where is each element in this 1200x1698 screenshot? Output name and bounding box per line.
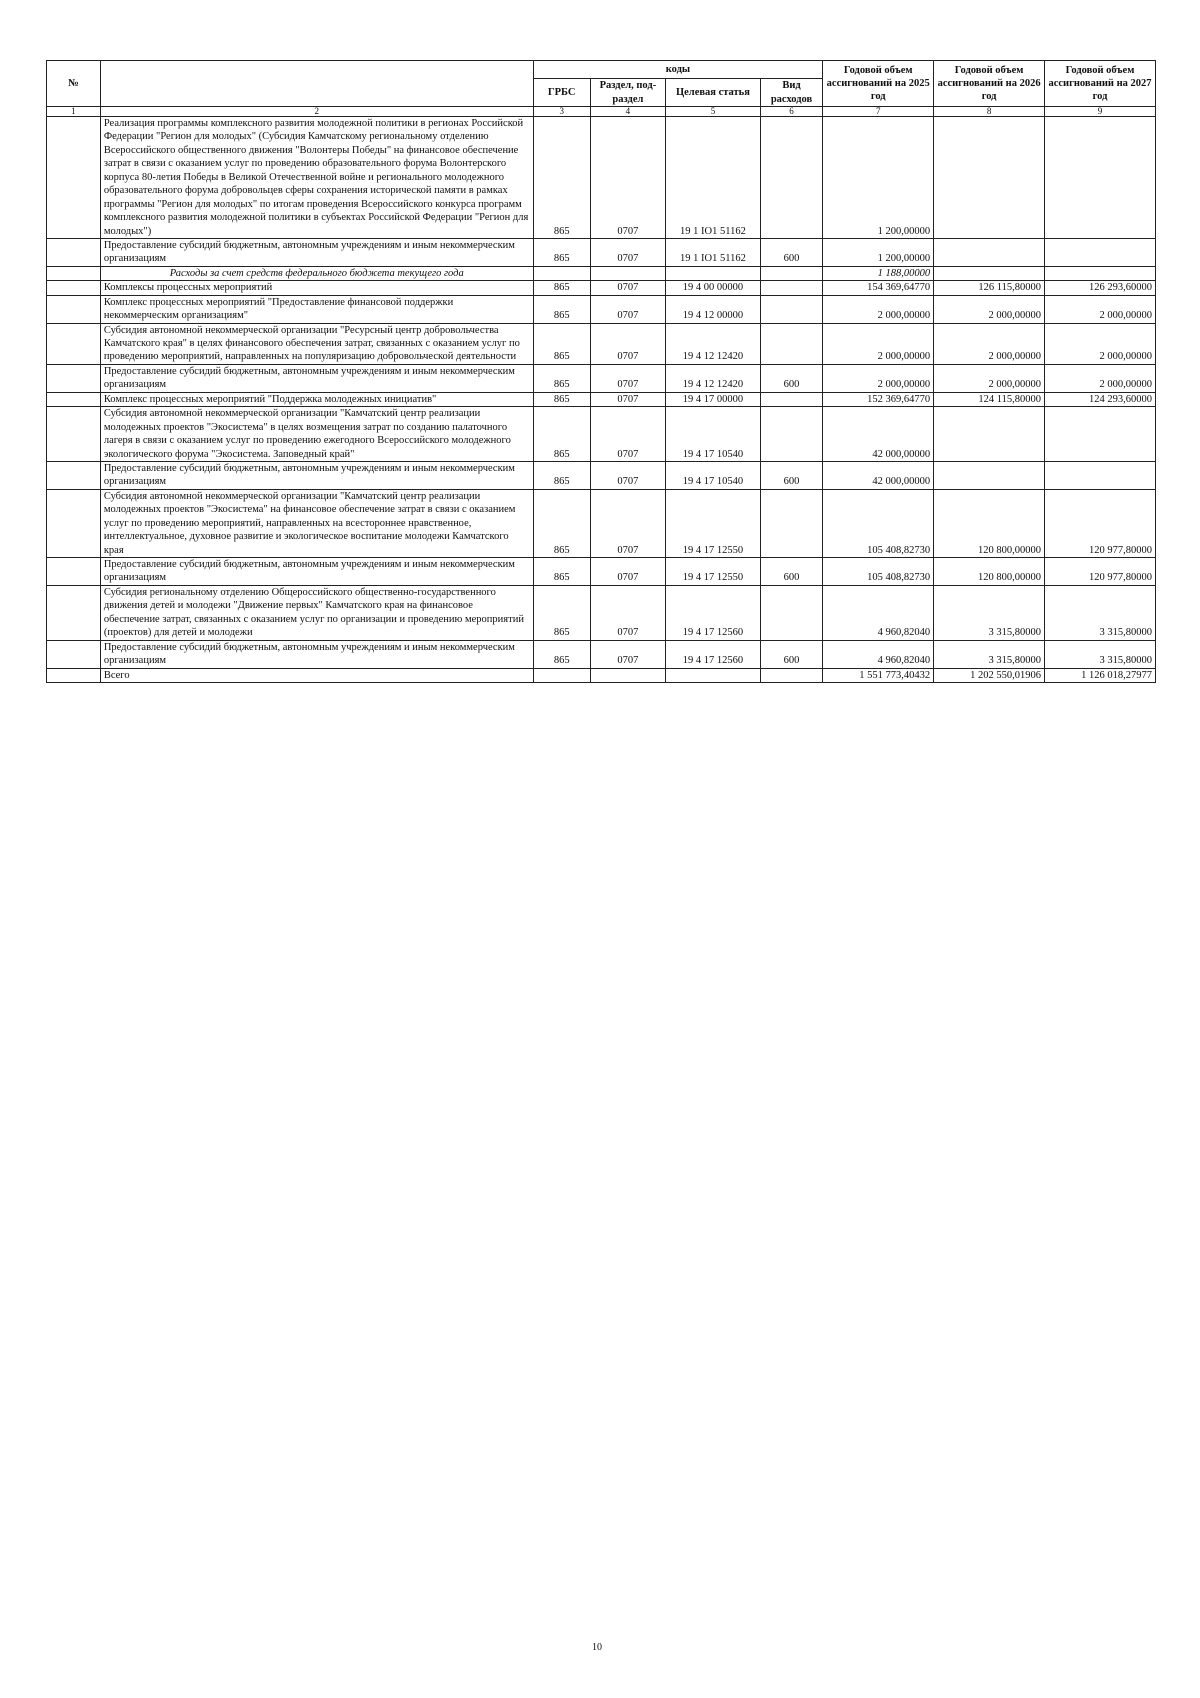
row-name-cell: Предоставление субсидий бюджетным, автономным учреждениям и иным некоммерческим организациям (100, 461, 533, 489)
row-target-cell: 19 4 17 10540 (666, 461, 761, 489)
row-section-cell: 0707 (590, 323, 665, 364)
header-year-2027: Годовой объем ассигнований на 2027 год (1045, 61, 1156, 107)
row-amount-2025-cell: 2 000,00000 (823, 364, 934, 392)
row-amount-2027-cell: 3 315,80000 (1045, 585, 1156, 640)
header-codes: коды (533, 61, 823, 79)
row-target-cell: 19 4 12 12420 (666, 364, 761, 392)
row-name-cell: Субсидия региональному отделению Общероссийского общественно-государственного движения детей и молодежи "Движение первых" Камчатского края на финансовое обеспечение затрат, связанных с оказанием услуг по организации и проведению мероприятий (проектов) для детей и молодежи (100, 585, 533, 640)
row-section-cell: 0707 (590, 281, 665, 295)
row-number-cell (47, 489, 101, 557)
row-grbs-cell: 865 (533, 364, 590, 392)
row-amount-2026-cell: 1 202 550,01906 (934, 668, 1045, 682)
row-target-cell: 19 4 17 12560 (666, 585, 761, 640)
table-row (47, 266, 1156, 280)
row-amount-2026-cell: 2 000,00000 (934, 364, 1045, 392)
row-name-cell: Предоставление субсидий бюджетным, автономным учреждениям и иным некоммерческим организациям (100, 558, 533, 586)
row-expense-type-cell (760, 392, 822, 406)
row-grbs-cell: 865 (533, 238, 590, 266)
row-name-cell: Субсидия автономной некоммерческой организации "Ресурсный центр добровольчества Камчатского края" в целях финансового обеспечения затрат, связанных с оказанием услуг по проведению мероприятий, направленных на популяризацию добровольческой деятельности (100, 323, 533, 364)
row-target-cell: 19 1 IO1 51162 (666, 117, 761, 239)
row-name-cell: Всего (100, 668, 533, 682)
row-number-cell (47, 266, 101, 280)
row-expense-type-cell: 600 (760, 558, 822, 586)
row-amount-2027-cell: 2 000,00000 (1045, 295, 1156, 323)
table-row (47, 558, 1156, 586)
row-amount-2025-cell: 105 408,82730 (823, 558, 934, 586)
row-name-cell: Субсидия автономной некоммерческой организации "Камчатский центр реализации молодежных проектов "Экосистема" на финансовое обеспечение затрат в связи с оказанием услуг по проведению мероприятий, направленных на всестороннее нравственное, интеллектуальное, духовное развитие и экологическое воспитание молодежи Камчатского края (100, 489, 533, 557)
row-target-cell: 19 4 17 00000 (666, 392, 761, 406)
row-target-cell (666, 266, 761, 280)
row-number-cell (47, 585, 101, 640)
row-target-cell: 19 4 12 12420 (666, 323, 761, 364)
header-expense-type: Вид расходов (760, 79, 822, 107)
row-amount-2026-cell (934, 117, 1045, 239)
row-target-cell: 19 1 IO1 51162 (666, 238, 761, 266)
row-amount-2026-cell: 3 315,80000 (934, 640, 1045, 668)
row-amount-2025-cell: 2 000,00000 (823, 295, 934, 323)
row-expense-type-cell: 600 (760, 640, 822, 668)
row-amount-2026-cell (934, 407, 1045, 462)
row-amount-2027-cell: 3 315,80000 (1045, 640, 1156, 668)
table-row (47, 407, 1156, 462)
row-amount-2027-cell: 124 293,60000 (1045, 392, 1156, 406)
row-grbs-cell: 865 (533, 489, 590, 557)
row-section-cell: 0707 (590, 640, 665, 668)
column-number: 1 (47, 107, 101, 117)
row-expense-type-cell (760, 668, 822, 682)
header-grbs: ГРБС (533, 79, 590, 107)
row-amount-2027-cell: 126 293,60000 (1045, 281, 1156, 295)
row-amount-2025-cell: 1 200,00000 (823, 238, 934, 266)
row-expense-type-cell (760, 323, 822, 364)
column-number-row (47, 107, 1156, 117)
table-total-row (47, 668, 1156, 682)
row-number-cell (47, 640, 101, 668)
row-number-cell (47, 461, 101, 489)
table-row (47, 238, 1156, 266)
row-amount-2025-cell: 152 369,64770 (823, 392, 934, 406)
row-name-cell: Предоставление субсидий бюджетным, автономным учреждениям и иным некоммерческим организациям (100, 640, 533, 668)
row-amount-2027-cell (1045, 117, 1156, 239)
row-amount-2026-cell: 124 115,80000 (934, 392, 1045, 406)
column-number: 6 (760, 107, 822, 117)
row-grbs-cell: 865 (533, 117, 590, 239)
row-target-cell: 19 4 12 00000 (666, 295, 761, 323)
table-row (47, 295, 1156, 323)
page-number: 10 (592, 1642, 602, 1653)
row-name-cell: Предоставление субсидий бюджетным, автономным учреждениям и иным некоммерческим организациям (100, 238, 533, 266)
row-expense-type-cell (760, 281, 822, 295)
row-section-cell: 0707 (590, 407, 665, 462)
table-row (47, 461, 1156, 489)
column-number: 5 (666, 107, 761, 117)
row-amount-2025-cell: 105 408,82730 (823, 489, 934, 557)
column-number: 8 (934, 107, 1045, 117)
row-amount-2027-cell (1045, 266, 1156, 280)
row-section-cell: 0707 (590, 461, 665, 489)
table-body (47, 107, 1156, 683)
row-section-cell: 0707 (590, 392, 665, 406)
row-amount-2025-cell: 1 200,00000 (823, 117, 934, 239)
row-expense-type-cell: 600 (760, 238, 822, 266)
row-target-cell: 19 4 17 12550 (666, 489, 761, 557)
header-year-2025: Годовой объем ассигнований на 2025 год (823, 61, 934, 107)
row-number-cell (47, 392, 101, 406)
row-amount-2026-cell: 2 000,00000 (934, 295, 1045, 323)
row-number-cell (47, 407, 101, 462)
row-name-cell: Реализация программы комплексного развития молодежной политики в регионах Российской Федерации "Регион для молодых" (Субсидия Камчатскому региональному отделению Всероссийского общественного движения "Волонтеры Победы" на финансовое обеспечение затрат в связи с оказанием услуг по проведению образовательного форума Волонтерского корпуса 80-летия Победы в Великой Отечественной войне и регионального молодежного образовательного форума добровольцев сферы сохранения исторической памяти в рамках программы "Регион для молодых" по итогам проведения Всероссийского конкурса программ комплексного развития молодежной политики в субъектах Российской Федерации "Регион для молодых") (100, 117, 533, 239)
header-year-2026: Годовой объем ассигнований на 2026 год (934, 61, 1045, 107)
row-expense-type-cell (760, 489, 822, 557)
row-grbs-cell: 865 (533, 295, 590, 323)
header-name (100, 61, 533, 107)
row-name-cell: Комплекс процессных мероприятий "Предоставление финансовой поддержки некоммерческим организациям" (100, 295, 533, 323)
row-amount-2027-cell (1045, 238, 1156, 266)
table-row (47, 489, 1156, 557)
row-amount-2025-cell: 154 369,64770 (823, 281, 934, 295)
row-amount-2026-cell: 126 115,80000 (934, 281, 1045, 295)
row-grbs-cell (533, 668, 590, 682)
row-amount-2026-cell: 2 000,00000 (934, 323, 1045, 364)
row-number-cell (47, 281, 101, 295)
row-name-cell: Комплексы процессных мероприятий (100, 281, 533, 295)
row-number-cell (47, 558, 101, 586)
row-target-cell: 19 4 17 12560 (666, 640, 761, 668)
row-section-cell: 0707 (590, 295, 665, 323)
row-grbs-cell: 865 (533, 392, 590, 406)
column-number: 9 (1045, 107, 1156, 117)
header-section: Раздел, под-раздел (590, 79, 665, 107)
header-target: Целевая статья (666, 79, 761, 107)
row-grbs-cell: 865 (533, 640, 590, 668)
table-row (47, 585, 1156, 640)
column-number: 2 (100, 107, 533, 117)
column-number: 7 (823, 107, 934, 117)
row-grbs-cell: 865 (533, 407, 590, 462)
row-grbs-cell: 865 (533, 281, 590, 295)
row-amount-2027-cell: 2 000,00000 (1045, 364, 1156, 392)
row-amount-2025-cell: 1 188,00000 (823, 266, 934, 280)
row-amount-2027-cell: 2 000,00000 (1045, 323, 1156, 364)
row-number-cell (47, 364, 101, 392)
row-expense-type-cell (760, 295, 822, 323)
table-row (47, 364, 1156, 392)
row-grbs-cell: 865 (533, 585, 590, 640)
row-target-cell: 19 4 17 10540 (666, 407, 761, 462)
row-amount-2027-cell: 120 977,80000 (1045, 558, 1156, 586)
row-section-cell (590, 668, 665, 682)
row-name-cell: Комплекс процессных мероприятий "Поддержка молодежных инициатив" (100, 392, 533, 406)
row-number-cell (47, 117, 101, 239)
row-amount-2027-cell (1045, 407, 1156, 462)
row-target-cell (666, 668, 761, 682)
row-expense-type-cell: 600 (760, 461, 822, 489)
row-expense-type-cell (760, 117, 822, 239)
row-amount-2026-cell: 120 800,00000 (934, 558, 1045, 586)
row-amount-2025-cell: 2 000,00000 (823, 323, 934, 364)
row-grbs-cell (533, 266, 590, 280)
row-number-cell (47, 668, 101, 682)
row-section-cell (590, 266, 665, 280)
row-amount-2025-cell: 4 960,82040 (823, 640, 934, 668)
column-number: 3 (533, 107, 590, 117)
row-section-cell: 0707 (590, 558, 665, 586)
row-amount-2027-cell: 1 126 018,27977 (1045, 668, 1156, 682)
row-expense-type-cell: 600 (760, 364, 822, 392)
row-section-cell: 0707 (590, 364, 665, 392)
table-row (47, 640, 1156, 668)
row-number-cell (47, 238, 101, 266)
row-amount-2025-cell: 42 000,00000 (823, 407, 934, 462)
row-number-cell (47, 295, 101, 323)
row-amount-2026-cell (934, 238, 1045, 266)
budget-allocation-table (46, 60, 1156, 683)
row-amount-2027-cell: 120 977,80000 (1045, 489, 1156, 557)
row-amount-2025-cell: 1 551 773,40432 (823, 668, 934, 682)
row-target-cell: 19 4 00 00000 (666, 281, 761, 295)
row-amount-2025-cell: 42 000,00000 (823, 461, 934, 489)
table-row (47, 323, 1156, 364)
row-amount-2025-cell: 4 960,82040 (823, 585, 934, 640)
row-amount-2026-cell: 120 800,00000 (934, 489, 1045, 557)
row-section-cell: 0707 (590, 117, 665, 239)
column-number: 4 (590, 107, 665, 117)
row-expense-type-cell (760, 266, 822, 280)
row-amount-2027-cell (1045, 461, 1156, 489)
row-name-cell: Расходы за счет средств федерального бюджета текущего года (100, 266, 533, 280)
row-grbs-cell: 865 (533, 461, 590, 489)
row-amount-2026-cell: 3 315,80000 (934, 585, 1045, 640)
table-row (47, 281, 1156, 295)
row-grbs-cell: 865 (533, 323, 590, 364)
row-expense-type-cell (760, 585, 822, 640)
table-row (47, 117, 1156, 239)
row-section-cell: 0707 (590, 585, 665, 640)
row-name-cell: Субсидия автономной некоммерческой организации "Камчатский центр реализации молодежных проектов "Экосистема" в целях возмещения затрат по созданию палаточного лагеря в связи с оказанием услуг по проведению ежегодного Всероссийского молодежного экологического форума "Экосистема. Заповедный край" (100, 407, 533, 462)
row-number-cell (47, 323, 101, 364)
row-name-cell: Предоставление субсидий бюджетным, автономным учреждениям и иным некоммерческим организациям (100, 364, 533, 392)
header-number: № (47, 61, 101, 107)
row-amount-2026-cell (934, 266, 1045, 280)
row-grbs-cell: 865 (533, 558, 590, 586)
row-target-cell: 19 4 17 12550 (666, 558, 761, 586)
row-amount-2026-cell (934, 461, 1045, 489)
row-expense-type-cell (760, 407, 822, 462)
table-row (47, 392, 1156, 406)
row-section-cell: 0707 (590, 489, 665, 557)
row-section-cell: 0707 (590, 238, 665, 266)
